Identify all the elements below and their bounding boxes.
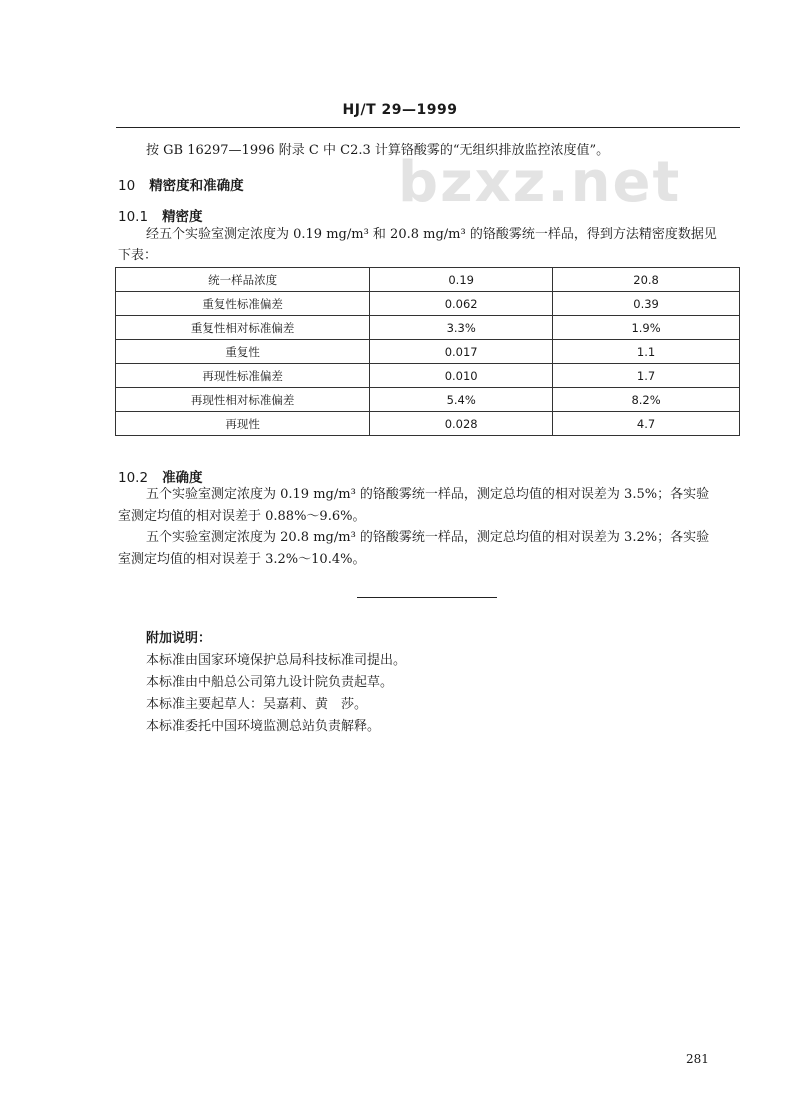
value-cell-1: 0.19 <box>370 268 553 292</box>
table-row <box>116 340 740 364</box>
value-cell-1: 0.028 <box>370 412 553 436</box>
value-cell-2: 0.39 <box>553 292 740 316</box>
section-10-number: 10 <box>118 178 136 194</box>
table-row <box>116 412 740 436</box>
row-label-cell: 重复性相对标准偏差 <box>116 316 370 340</box>
table-row <box>116 268 740 292</box>
value-cell-2: 1.9% <box>553 316 740 340</box>
value-cell-2: 1.7 <box>553 364 740 388</box>
value-cell-1: 5.4% <box>370 388 553 412</box>
watermark: bzxz.net <box>398 150 682 215</box>
end-rule <box>357 597 497 598</box>
value-cell-1: 0.062 <box>370 292 553 316</box>
notes-line: 本标准主要起草人：吴嘉莉、黄 莎。 <box>146 697 368 712</box>
row-label-cell: 再现性相对标准偏差 <box>116 388 370 412</box>
value-cell-2: 1.1 <box>553 340 740 364</box>
page-number: 281 <box>686 1052 709 1066</box>
value-cell-2: 4.7 <box>553 412 740 436</box>
accuracy-p1-line2: 室测定均值的相对误差于 0.88%～9.6%。 <box>118 509 366 524</box>
value-cell-1: 0.017 <box>370 340 553 364</box>
row-label-cell: 重复性 <box>116 340 370 364</box>
section-10-title: 精密度和准确度 <box>149 178 244 194</box>
value-cell-2: 8.2% <box>553 388 740 412</box>
section-10-1-text-line2: 下表： <box>118 248 158 263</box>
notes-line: 本标准由国家环境保护总局科技标准司提出。 <box>146 653 407 668</box>
row-label-cell: 统一样品浓度 <box>116 268 370 292</box>
header-rule <box>116 127 740 128</box>
section-10-heading <box>118 174 244 194</box>
standard-code-header: HJ/T 29—1999 <box>342 102 458 118</box>
accuracy-p2-line1: 五个实验室测定浓度为 20.8 mg/m³ 的铬酸雾统一样品，测定总均值的相对误差为 3.2%；各实验 <box>146 530 710 545</box>
accuracy-p1-line1: 五个实验室测定浓度为 0.19 mg/m³ 的铬酸雾统一样品，测定总均值的相对误差为 3.5%；各实验 <box>146 487 710 502</box>
row-label-cell: 重复性标准偏差 <box>116 292 370 316</box>
table-row <box>116 388 740 412</box>
row-label-cell: 再现性标准偏差 <box>116 364 370 388</box>
value-cell-1: 3.3% <box>370 316 553 340</box>
precision-table <box>115 267 740 436</box>
section-10-1-number: 10.1 <box>118 209 149 225</box>
section-10-1-title: 精密度 <box>162 209 203 225</box>
table-row <box>116 364 740 388</box>
intro-line: 按 GB 16297—1996 附录 C 中 C2.3 计算铬酸雾的“无组织排放监控浓度值”。 <box>146 143 610 158</box>
notes-heading: 附加说明： <box>146 631 212 646</box>
accuracy-p2-line2: 室测定均值的相对误差于 3.2%～10.4%。 <box>118 552 366 567</box>
section-10-1-heading <box>118 205 203 225</box>
section-10-2-number: 10.2 <box>118 470 149 486</box>
table-row <box>116 292 740 316</box>
section-10-2-title: 准确度 <box>162 470 203 486</box>
table-row <box>116 316 740 340</box>
notes-line: 本标准委托中国环境监测总站负责解释。 <box>146 719 381 734</box>
notes-line: 本标准由中船总公司第九设计院负责起草。 <box>146 675 394 690</box>
value-cell-2: 20.8 <box>553 268 740 292</box>
additional-notes <box>146 628 406 738</box>
value-cell-1: 0.010 <box>370 364 553 388</box>
section-10-2-heading <box>118 466 203 486</box>
row-label-cell: 再现性 <box>116 412 370 436</box>
section-10-1-text-line1: 经五个实验室测定浓度为 0.19 mg/m³ 和 20.8 mg/m³ 的铬酸雾统一样品，得到方法精密度数据见 <box>146 227 717 242</box>
